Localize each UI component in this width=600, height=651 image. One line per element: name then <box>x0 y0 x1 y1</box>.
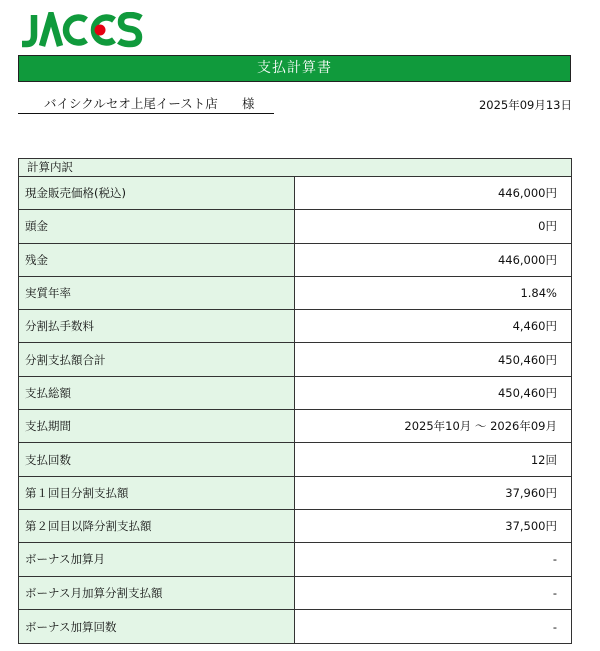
row-label: ボーナス月加算分割支払額 <box>19 577 295 609</box>
row-label: 支払回数 <box>19 443 295 475</box>
row-label: ボーナス加算月 <box>19 543 295 575</box>
table-row <box>19 443 571 476</box>
row-value: 37,500円 <box>505 519 557 534</box>
document-title: 支払計算書 <box>18 55 571 82</box>
table-row <box>19 210 571 243</box>
table-row <box>19 543 571 576</box>
row-label: 頭金 <box>19 210 295 242</box>
recipient-name: バイシクルセオ上尾イースト店 <box>44 96 218 111</box>
row-value: 446,000円 <box>497 186 557 201</box>
row-value: 446,000円 <box>497 252 557 267</box>
row-label: 残金 <box>19 244 295 276</box>
row-label: 第２回目以降分割支払額 <box>19 510 295 542</box>
table-row <box>19 343 571 376</box>
table-row <box>19 577 571 610</box>
row-value: - <box>552 585 557 600</box>
row-value: 0円 <box>538 219 557 234</box>
row-label: 支払期間 <box>19 410 295 442</box>
row-value: 450,460円 <box>497 385 557 400</box>
calculation-table <box>18 158 572 644</box>
table-row <box>19 377 571 410</box>
table-row <box>19 177 571 210</box>
table-row <box>19 244 571 277</box>
table-row <box>19 477 571 510</box>
table-header: 計算内訳 <box>19 159 571 177</box>
row-label: 分割払手数料 <box>19 310 295 342</box>
row-label: 現金販売価格(税込) <box>19 177 295 209</box>
row-value: 1.84% <box>520 286 557 301</box>
recipient-line <box>18 96 274 114</box>
table-row <box>19 277 571 310</box>
row-label: 支払総額 <box>19 377 295 409</box>
row-label: ボーナス加算回数 <box>19 610 295 643</box>
recipient-honorific: 様 <box>242 96 255 111</box>
table-row <box>19 310 571 343</box>
row-value: 4,460円 <box>512 319 557 334</box>
row-value: - <box>552 619 557 634</box>
row-label: 実質年率 <box>19 277 295 309</box>
table-row <box>19 510 571 543</box>
row-value: - <box>552 552 557 567</box>
row-value: 37,960円 <box>505 485 557 500</box>
row-value: 450,460円 <box>497 352 557 367</box>
table-row <box>19 610 571 643</box>
logo-red-dot <box>95 25 106 36</box>
row-value: 12回 <box>530 452 557 467</box>
row-value: 2025年10月 ～ 2026年09月 <box>404 419 557 434</box>
row-label: 第１回目分割支払額 <box>19 477 295 509</box>
table-row <box>19 410 571 443</box>
issue-date: 2025年09月13日 <box>478 98 572 112</box>
row-label: 分割支払額合計 <box>19 343 295 375</box>
jaccs-logo <box>20 12 144 48</box>
